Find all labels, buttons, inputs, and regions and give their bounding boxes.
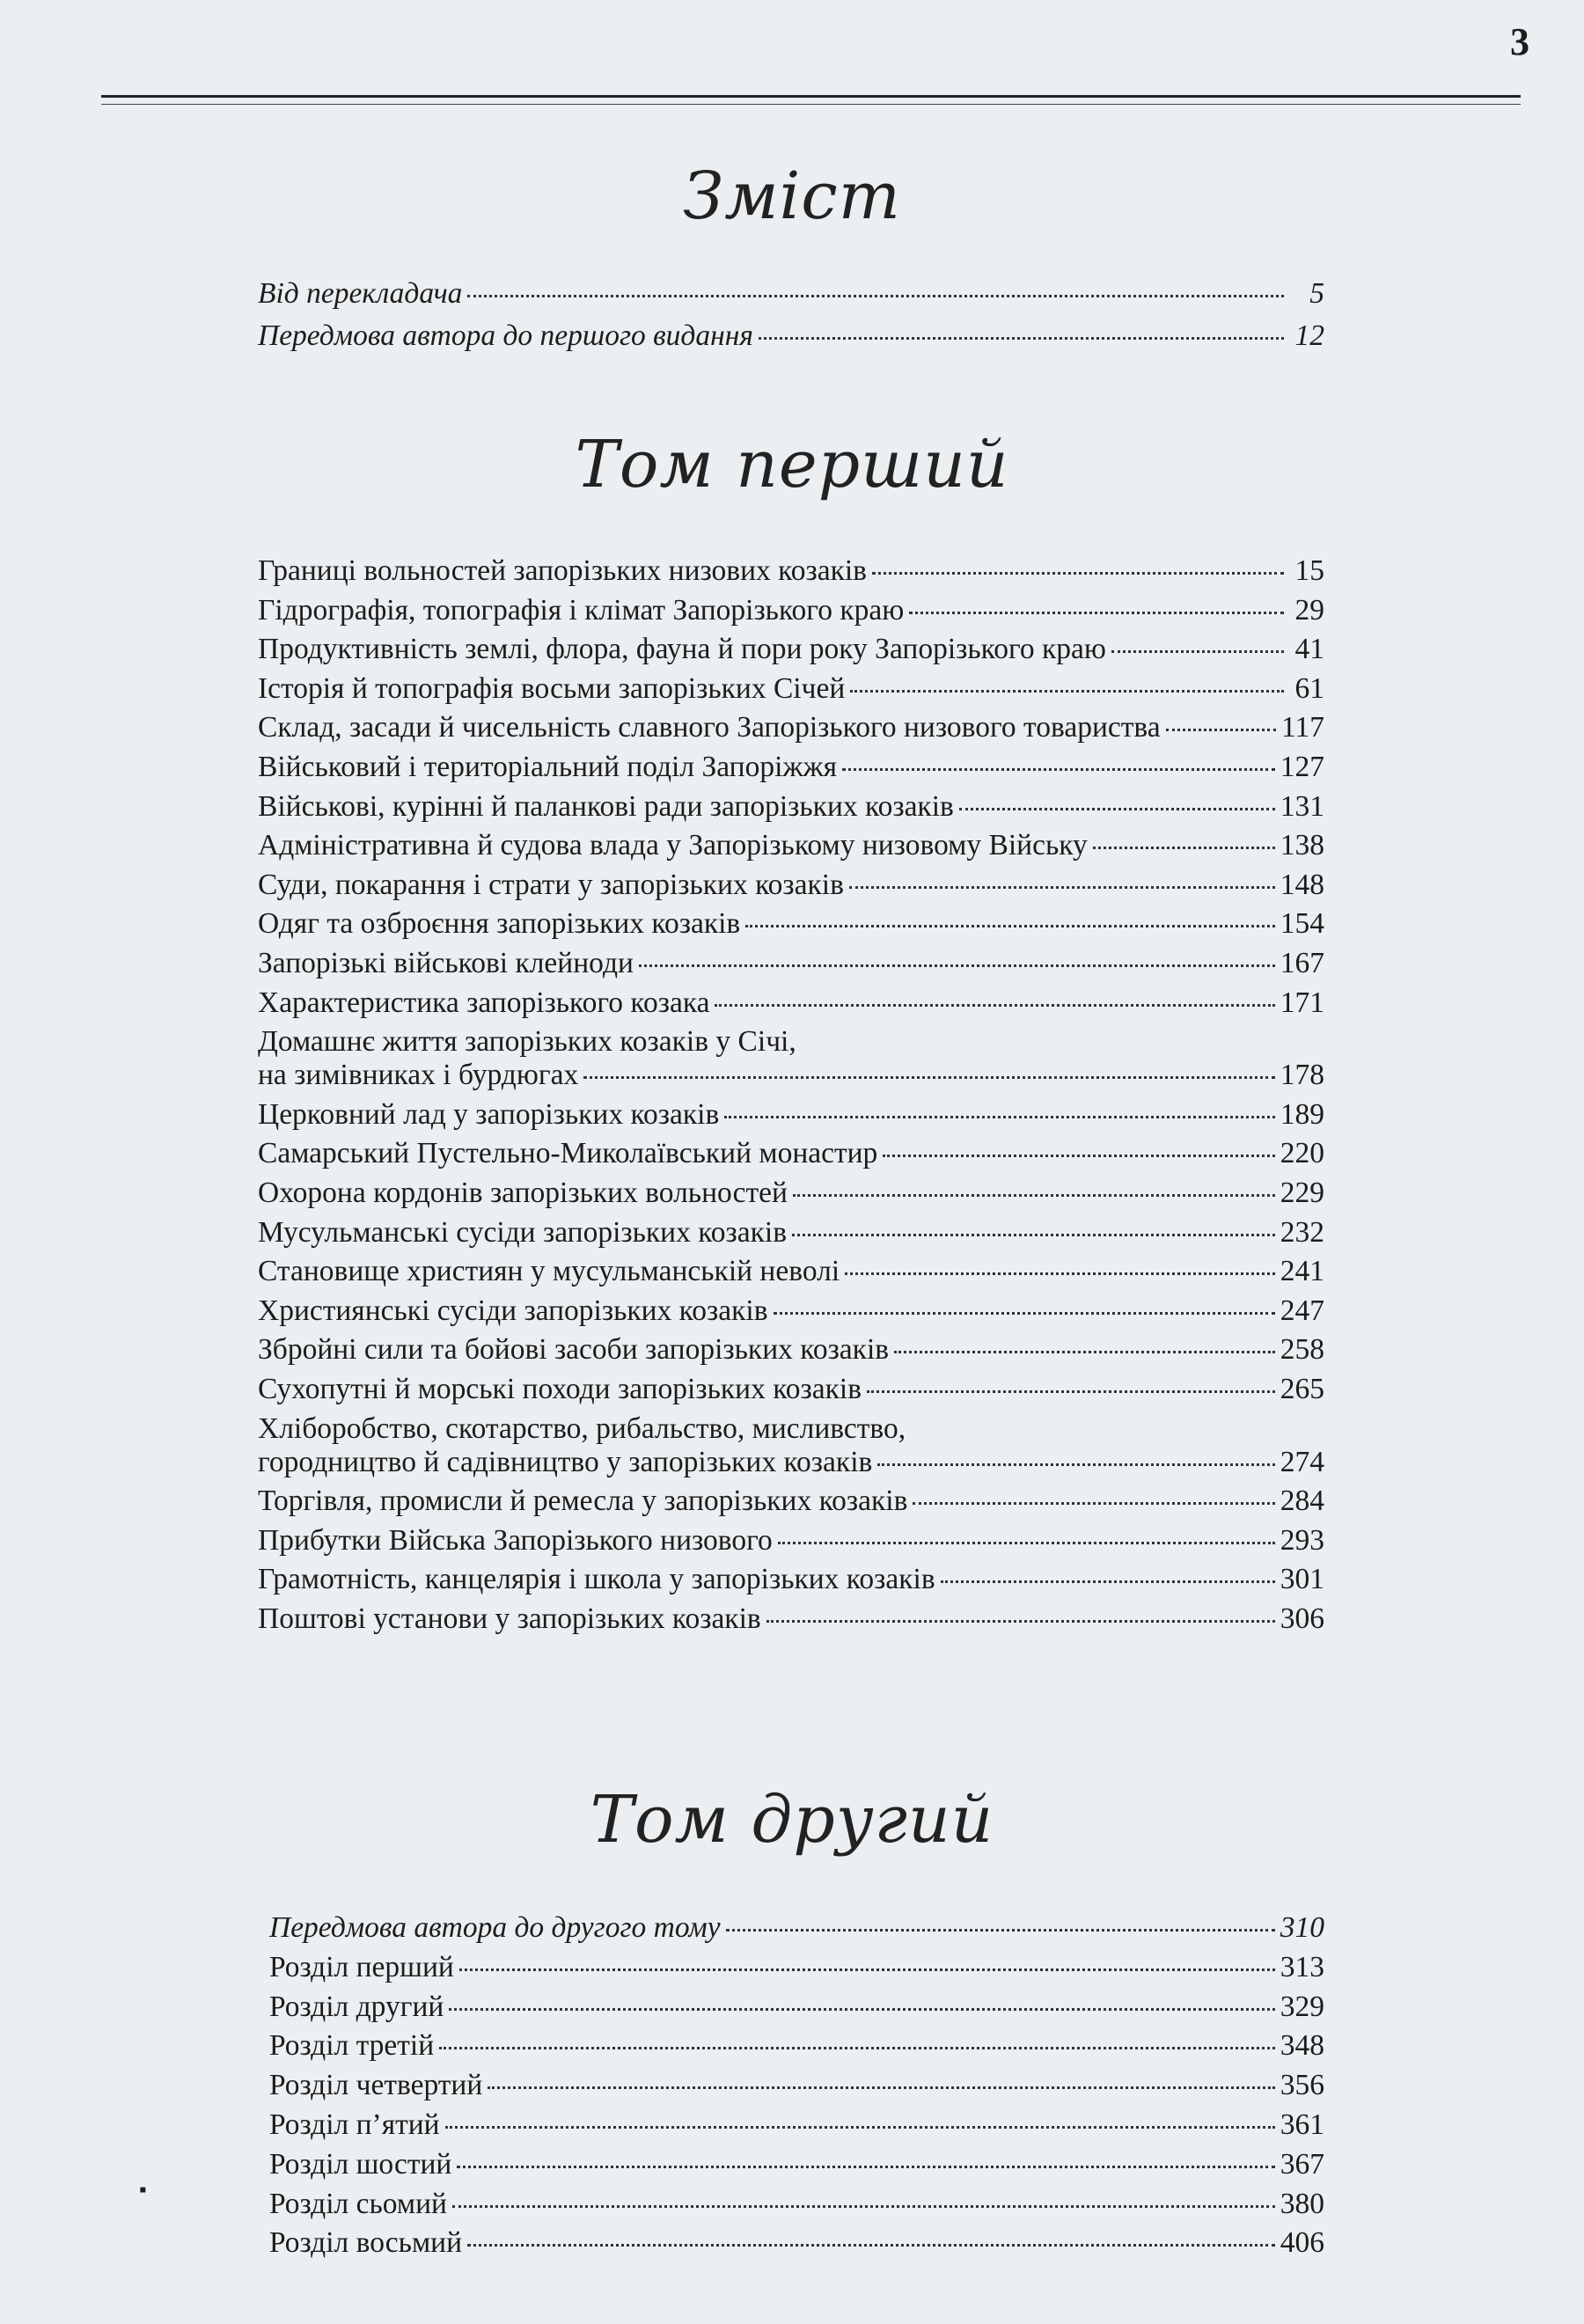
toc-entry (258, 788, 1324, 826)
toc-entry (269, 2106, 1324, 2144)
dot-leader (842, 767, 1275, 771)
toc-entry-title: Розділ четвертий (269, 2069, 483, 2102)
dot-leader (909, 611, 1284, 614)
page-number: 3 (1510, 20, 1529, 63)
toc-entry-page: 380 (1280, 2187, 1324, 2220)
toc-entry (258, 1174, 1324, 1213)
toc-entry-title: Розділ другий (269, 1990, 444, 2023)
toc-entry-title: Самарський Пустельно-Миколаївський монастир (258, 1137, 878, 1170)
toc-entry-page: 220 (1280, 1137, 1324, 1170)
dot-leader (877, 1463, 1274, 1466)
toc-entry-page: 12 (1294, 319, 1324, 352)
toc-entry (258, 1600, 1324, 1639)
toc-entry-title: Розділ восьмий (269, 2226, 462, 2260)
dot-leader (850, 689, 1284, 693)
toc-entry-page: 356 (1280, 2069, 1324, 2102)
toc-entry-page: 171 (1280, 986, 1324, 1019)
toc-entry-title: Військові, курінні й паланкові ради запорізьких козаків (258, 789, 954, 823)
toc-entry-title: Суди, покарання і страти у запорізьких козаків (258, 868, 844, 901)
toc-entry-page: 306 (1280, 1602, 1324, 1635)
toc-entry (258, 1252, 1324, 1291)
toc-entry (258, 944, 1324, 983)
dot-leader (467, 2243, 1275, 2247)
toc-entry-title: Християнські сусіди запорізьких козаків (258, 1294, 768, 1327)
toc-entry-page: 127 (1280, 751, 1324, 783)
toc-entry-title: Поштові установи у запорізьких козаків (258, 1602, 761, 1635)
toc-entry-page: 247 (1280, 1294, 1324, 1327)
dot-leader (745, 924, 1275, 927)
dot-leader (778, 1541, 1275, 1544)
dot-leader (913, 1501, 1274, 1505)
toc-entry-title: Грамотність, канцелярія і школа у запорізьких козаків (258, 1563, 935, 1596)
toc-entry-title: Церковний лад у запорізьких козаків (258, 1097, 720, 1131)
volume1-heading: Том перший (575, 427, 1009, 502)
toc-entry-page: 41 (1294, 633, 1324, 666)
toc-entry (269, 1909, 1324, 1947)
toc-entry-page: 313 (1280, 1950, 1324, 1983)
dot-leader (959, 807, 1275, 810)
toc-entry (258, 317, 1324, 356)
toc-entry-title: Передмова автора до першого видання (258, 319, 753, 352)
toc-entry (269, 1948, 1324, 1987)
toc-entry-page: 232 (1280, 1215, 1324, 1249)
toc-entry-page: 348 (1280, 2029, 1324, 2063)
toc-entry-page: 284 (1280, 1485, 1324, 1518)
toc-entry-title: Адміністративна й судова влада у Запорізькому низовому Війську (258, 829, 1088, 862)
toc-entry (258, 1213, 1324, 1252)
toc-entry-page: 406 (1280, 2226, 1324, 2260)
toc-entry (258, 1443, 1324, 1482)
toc-entry (258, 748, 1324, 787)
toc-entry (269, 1988, 1324, 2027)
toc-entry (269, 2224, 1324, 2262)
dot-leader (867, 1389, 1275, 1393)
toc-entry (258, 708, 1324, 747)
toc-entry (258, 670, 1324, 708)
toc-entry (258, 1331, 1324, 1369)
toc-entry-page: 189 (1280, 1097, 1324, 1131)
toc-entry (258, 630, 1324, 669)
dot-leader (759, 336, 1284, 340)
volume2-heading: Том другий (590, 1782, 994, 1858)
dot-leader (894, 1350, 1275, 1353)
dot-leader (445, 2125, 1275, 2129)
toc-entry (258, 905, 1324, 943)
toc-entry (269, 2185, 1324, 2224)
toc-entry (258, 1482, 1324, 1521)
toc-entry-title: Розділ третій (269, 2029, 435, 2063)
dot-leader (583, 1075, 1275, 1079)
toc-entry-page: 138 (1280, 829, 1324, 862)
header-rule (101, 95, 1521, 98)
toc-entry-page: 5 (1309, 277, 1324, 310)
toc-entry-title: Військовий і територіальний поділ Запоріжжя (258, 751, 838, 783)
dot-leader (941, 1580, 1275, 1583)
toc-entry-page: 131 (1280, 789, 1324, 823)
toc-entry-page: 15 (1294, 554, 1324, 587)
toc-entry (258, 1056, 1324, 1095)
toc-entry-title: Торгівля, промисли й ремесла у запорізьких козаків (258, 1485, 908, 1518)
toc-entry-page: 258 (1280, 1333, 1324, 1367)
toc-entry (269, 2027, 1324, 2065)
dot-leader (766, 1619, 1275, 1623)
toc-entry (258, 866, 1324, 905)
toc-entry-title: Характеристика запорізького козака (258, 986, 710, 1019)
toc-entry (269, 2145, 1324, 2184)
toc-entry-title: Збройні сили та бойові засоби запорізьких козаків (258, 1333, 890, 1367)
toc-entry-page: 148 (1280, 868, 1324, 901)
toc-entry-page: 61 (1294, 671, 1324, 705)
toc-entry (258, 1096, 1324, 1134)
dot-leader (439, 2046, 1275, 2049)
toc-entry (258, 1560, 1324, 1599)
toc-entry (258, 1521, 1324, 1560)
dot-leader (724, 1115, 1274, 1118)
toc-entry-page: 329 (1280, 1990, 1324, 2023)
toc-entry-title: Історія й топографія восьми запорізьких Січей (258, 671, 846, 705)
dot-leader (793, 1193, 1275, 1197)
toc-entry-page: 265 (1280, 1373, 1324, 1405)
dot-leader (452, 2204, 1275, 2208)
toc-entry-page: 241 (1280, 1255, 1324, 1288)
toc-entry (269, 2066, 1324, 2105)
toc-entry-title-line: Хліборобство, скотарство, рибальство, мисливство, (258, 1411, 906, 1445)
dot-leader (488, 2086, 1274, 2089)
toc-entry (258, 275, 1324, 313)
toc-entry (258, 552, 1324, 590)
toc-entry-title: Запорізькі військові клейноди (258, 947, 634, 979)
dot-leader (845, 1272, 1275, 1275)
toc-entry (258, 1370, 1324, 1409)
dot-leader (1166, 728, 1276, 731)
toc-entry-title: Одяг та озброєння запорізьких козаків (258, 907, 741, 941)
toc-entry-page: 117 (1280, 711, 1324, 744)
toc-entry (258, 1292, 1324, 1331)
dot-leader (1111, 649, 1284, 653)
dot-leader (457, 2165, 1274, 2168)
toc-entry-title: Мусульманські сусіди запорізьких козаків (258, 1215, 788, 1249)
toc-entry-page: 154 (1280, 907, 1324, 941)
contents-heading: Зміст (683, 158, 901, 234)
toc-entry-page: 293 (1280, 1523, 1324, 1557)
toc-entry-page: 167 (1280, 947, 1324, 979)
toc-entry (258, 1134, 1324, 1173)
toc-entry-page: 310 (1280, 1911, 1324, 1944)
toc-entry-title: городництво й садівництво у запорізьких козаків (258, 1445, 873, 1478)
dot-leader (449, 2007, 1274, 2011)
toc-entry-title: Розділ сьомий (269, 2187, 447, 2220)
header-rule-thin (101, 104, 1521, 105)
dot-leader (792, 1233, 1275, 1236)
toc-entry-page: 367 (1280, 2147, 1324, 2181)
toc-entry-title: Охорона кордонів запорізьких вольностей (258, 1177, 788, 1209)
toc-entry-title: Від перекладача (258, 277, 463, 310)
dot-leader (872, 571, 1284, 575)
toc-entry-title: Розділ п’ятий (269, 2108, 440, 2141)
toc-entry-title: Гідрографія, топографія і клімат Запорізького краю (258, 593, 905, 627)
toc-entry (258, 984, 1324, 1023)
toc-entry-title: Продуктивність землі, флора, фауна й пори року Запорізького краю (258, 633, 1106, 666)
toc-entry-title: Сухопутні й морські походи запорізьких козаків (258, 1373, 862, 1405)
toc-entry-page: 178 (1280, 1059, 1324, 1092)
dot-leader (883, 1154, 1274, 1157)
toc-entry-title: Становище християн у мусульманській неволі (258, 1255, 840, 1288)
toc-entry-title: Розділ шостий (269, 2147, 452, 2181)
toc-entry-title: Прибутки Війська Запорізького низового (258, 1523, 773, 1557)
toc-entry-page: 229 (1280, 1177, 1324, 1209)
toc-entry-title: Розділ перший (269, 1950, 454, 1983)
dot-leader (774, 1311, 1275, 1315)
page-mark: ▪ (139, 2179, 147, 2202)
toc-entry (258, 591, 1324, 630)
dot-leader (849, 885, 1275, 889)
toc-entry-page: 361 (1280, 2108, 1324, 2141)
toc-entry-title: Границі вольностей запорізьких низових козаків (258, 554, 868, 587)
dot-leader (726, 1928, 1275, 1932)
toc-entry-title: Склад, засади й чисельність славного Запорізького низового товариства (258, 711, 1161, 744)
toc-entry (258, 826, 1324, 865)
dot-leader (715, 1003, 1274, 1007)
toc-entry-title: Передмова автора до другого тому (269, 1911, 721, 1944)
dot-leader (1093, 846, 1275, 849)
toc-entry-page: 29 (1294, 593, 1324, 627)
dot-leader (467, 294, 1284, 297)
dot-leader (639, 964, 1275, 967)
toc-entry-page: 301 (1280, 1563, 1324, 1596)
toc-entry-page: 274 (1280, 1445, 1324, 1478)
toc-entry-title: на зимівниках і бурдюгах (258, 1059, 579, 1092)
dot-leader (459, 1968, 1275, 1971)
toc-entry-title-line: Домашнє життя запорізьких козаків у Січі, (258, 1025, 796, 1059)
